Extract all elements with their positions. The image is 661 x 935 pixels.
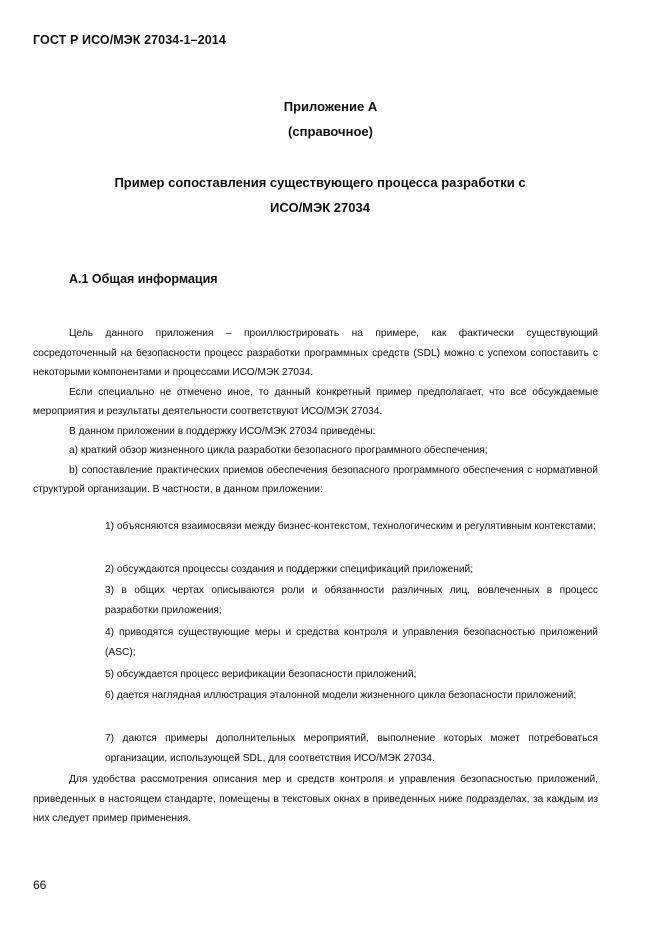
page-number: 66 [33, 878, 47, 892]
paragraph-intro-list: В данном приложении в поддержку ИСО/МЭК 27034 приведены: [69, 425, 376, 437]
paragraph-closing: Для удобства рассмотрения описания мер и средств контроля и управления безопасностью приложений, приведенных в настоящем стандарте, помещены в текстовых окнах в приведенных ниже подразделах, за каждым из них следует пример применения. [33, 774, 598, 824]
sublist-item-3: 3) в общих чертах описываются роли и обязанности различных лиц, вовлеченных в процесс разработки приложения; [105, 585, 598, 616]
paragraph-assumption: Если специально не отмечено иное, то данный конкретный пример предполагает, что все обсуждаемые мероприятия и результаты деятельности соответствуют ИСО/МЭК 27034. [33, 386, 598, 417]
sublist-item-1: 1) объясняются взаимосвязи между бизнес-контекстом, технологическим и регулятивным контекстами; [105, 521, 596, 532]
annex-subtitle: (справочное) [288, 124, 373, 139]
section-title: А.1 Общая информация [69, 272, 218, 286]
annex-heading-line-2: ИСО/МЭК 27034 [270, 200, 370, 215]
list-item-a: а) краткий обзор жизненного цикла разработки безопасного программного обеспечения; [69, 445, 488, 456]
body-text [33, 324, 598, 500]
annex-title: Приложение А [283, 99, 378, 114]
paragraph-purpose: Цель данного приложения – проиллюстрировать на примере, как фактически существующий сосредоточенный на безопасности процесс разработки программных средств (SDL) можно с успехом сопоставить с некоторыми компонентами и процессами ИСО/МЭК 27034. [33, 328, 598, 378]
annex-heading-line-1: Пример сопоставления существующего процесса разработки с [114, 175, 526, 190]
sublist-item-4: 4) приводятся существующие меры и средства контроля и управления безопасностью приложений (ASC); [105, 627, 598, 658]
closing-text [33, 770, 598, 829]
sublist-item-6: 6) дается наглядная иллюстрация эталонной модели жизненного цикла безопасности приложений; [105, 690, 577, 701]
sublist-item-2: 2) обсуждаются процессы создания и поддержки спецификаций приложений; [105, 564, 474, 575]
sublist-item-5: 5) обсуждается процесс верификации безопасности приложений; [105, 669, 417, 680]
document-header: ГОСТ Р ИСО/МЭК 27034-1–2014 [33, 33, 226, 47]
sublist-item-7: 7) даются примеры дополнительных мероприятий, выполнение которых может потребоваться организации, использующей SDL, для соответствия ИСО/МЭК 27034. [105, 733, 598, 764]
list-item-b: b) сопоставление практических приемов обеспечения безопасного программного обеспечения с нормативной структурой организации. В частности, в данном приложении: [33, 464, 598, 495]
